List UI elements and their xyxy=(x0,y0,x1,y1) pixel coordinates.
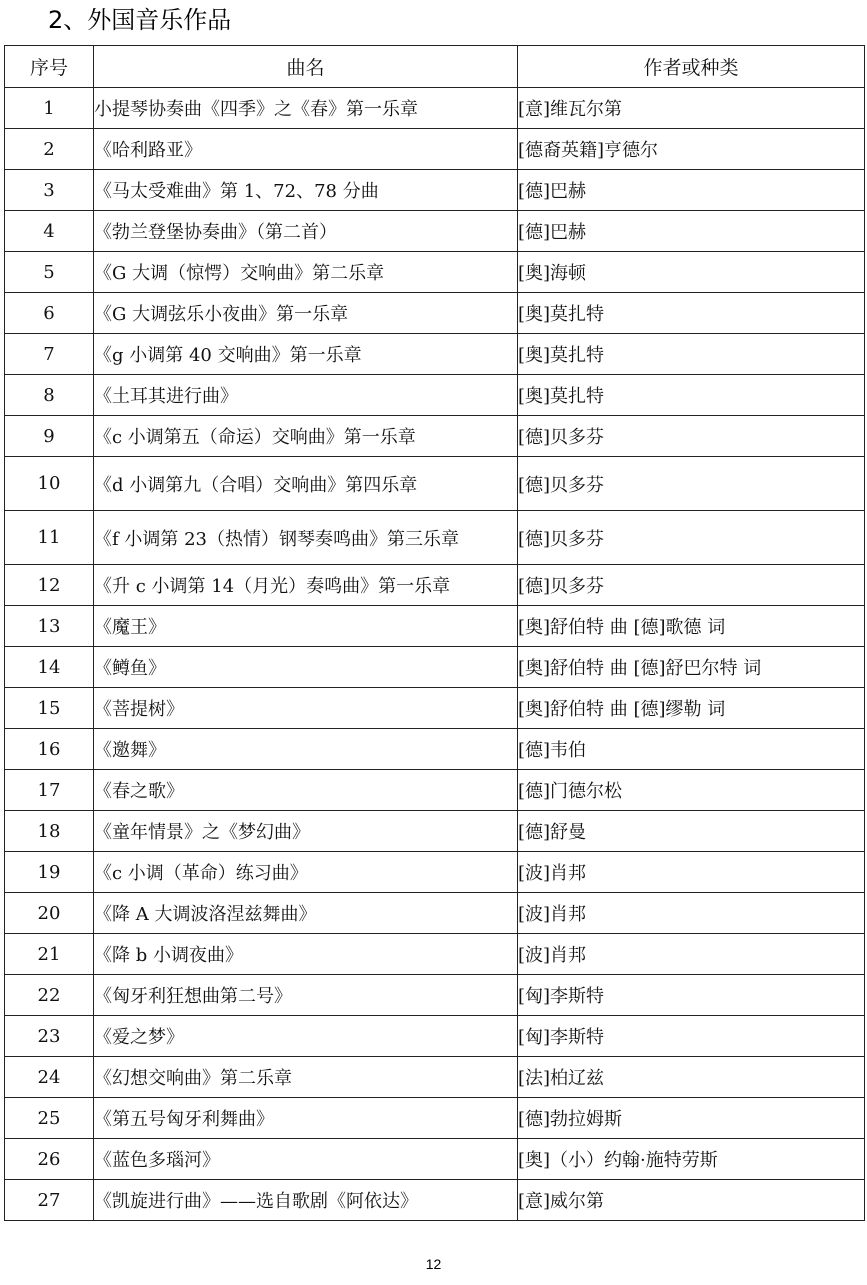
table-header-row xyxy=(5,46,865,88)
table-row xyxy=(5,1057,865,1098)
header-number: 序号 xyxy=(5,46,94,88)
row-author: [波]肖邦 xyxy=(518,934,865,975)
row-number: 27 xyxy=(5,1180,94,1221)
row-number: 17 xyxy=(5,770,94,811)
table-row xyxy=(5,170,865,211)
header-author: 作者或种类 xyxy=(518,46,865,88)
table-row xyxy=(5,934,865,975)
music-works-table xyxy=(4,45,865,1221)
row-author: [波]肖邦 xyxy=(518,893,865,934)
row-number: 12 xyxy=(5,565,94,606)
row-title: 小提琴协奏曲《四季》之《春》第一乐章 xyxy=(94,88,518,129)
row-title: 《马太受难曲》第 1、72、78 分曲 xyxy=(94,170,518,211)
row-author: [德裔英籍]亨德尔 xyxy=(518,129,865,170)
row-author: [匈]李斯特 xyxy=(518,975,865,1016)
row-number: 5 xyxy=(5,252,94,293)
row-number: 15 xyxy=(5,688,94,729)
header-title: 曲名 xyxy=(94,46,518,88)
row-title: 《降 A 大调波洛涅兹舞曲》 xyxy=(94,893,518,934)
table-row xyxy=(5,416,865,457)
row-title: 《c 小调（革命）练习曲》 xyxy=(94,852,518,893)
row-number: 6 xyxy=(5,293,94,334)
table-row xyxy=(5,211,865,252)
table-row xyxy=(5,293,865,334)
table-row xyxy=(5,729,865,770)
row-title: 《鳟鱼》 xyxy=(94,647,518,688)
row-title: 《G 大调弦乐小夜曲》第一乐章 xyxy=(94,293,518,334)
row-number: 13 xyxy=(5,606,94,647)
row-author: [德]巴赫 xyxy=(518,170,865,211)
table-row xyxy=(5,565,865,606)
row-title: 《第五号匈牙利舞曲》 xyxy=(94,1098,518,1139)
row-author: [奥]舒伯特 曲 [德]舒巴尔特 词 xyxy=(518,647,865,688)
table-row xyxy=(5,852,865,893)
row-number: 8 xyxy=(5,375,94,416)
row-number: 22 xyxy=(5,975,94,1016)
row-title: 《匈牙利狂想曲第二号》 xyxy=(94,975,518,1016)
row-author: [奥]莫扎特 xyxy=(518,334,865,375)
table-row xyxy=(5,647,865,688)
row-author: [法]柏辽兹 xyxy=(518,1057,865,1098)
table-row xyxy=(5,334,865,375)
table-row xyxy=(5,375,865,416)
row-title: 《土耳其进行曲》 xyxy=(94,375,518,416)
row-number: 24 xyxy=(5,1057,94,1098)
table-row xyxy=(5,606,865,647)
row-author: [奥]舒伯特 曲 [德]歌德 词 xyxy=(518,606,865,647)
table-row xyxy=(5,688,865,729)
row-author: [德]门德尔松 xyxy=(518,770,865,811)
row-author: [德]韦伯 xyxy=(518,729,865,770)
row-title: 《春之歌》 xyxy=(94,770,518,811)
table-row xyxy=(5,88,865,129)
table-row xyxy=(5,1016,865,1057)
row-author: [德]贝多芬 xyxy=(518,511,865,565)
table-row xyxy=(5,1139,865,1180)
row-title: 《f 小调第 23（热情）钢琴奏鸣曲》第三乐章 xyxy=(94,511,518,565)
row-title: 《幻想交响曲》第二乐章 xyxy=(94,1057,518,1098)
table-row xyxy=(5,1180,865,1221)
table-row xyxy=(5,129,865,170)
row-number: 18 xyxy=(5,811,94,852)
table-body xyxy=(5,88,865,1221)
row-author: [奥]舒伯特 曲 [德]缪勒 词 xyxy=(518,688,865,729)
row-number: 3 xyxy=(5,170,94,211)
row-author: [意]维瓦尔第 xyxy=(518,88,865,129)
row-title: 《d 小调第九（合唱）交响曲》第四乐章 xyxy=(94,457,518,511)
row-number: 20 xyxy=(5,893,94,934)
row-number: 26 xyxy=(5,1139,94,1180)
row-number: 14 xyxy=(5,647,94,688)
row-author: [奥]莫扎特 xyxy=(518,293,865,334)
row-number: 16 xyxy=(5,729,94,770)
row-title: 《G 大调（惊愕）交响曲》第二乐章 xyxy=(94,252,518,293)
table-row xyxy=(5,893,865,934)
row-title: 《童年情景》之《梦幻曲》 xyxy=(94,811,518,852)
row-number: 2 xyxy=(5,129,94,170)
row-number: 23 xyxy=(5,1016,94,1057)
row-author: [德]勃拉姆斯 xyxy=(518,1098,865,1139)
page-number: 12 xyxy=(425,1256,442,1272)
table-row xyxy=(5,975,865,1016)
row-number: 4 xyxy=(5,211,94,252)
row-author: [奥]（小）约翰·施特劳斯 xyxy=(518,1139,865,1180)
row-author: [波]肖邦 xyxy=(518,852,865,893)
row-author: [意]威尔第 xyxy=(518,1180,865,1221)
table-row xyxy=(5,770,865,811)
row-author: [德]贝多芬 xyxy=(518,565,865,606)
row-number: 1 xyxy=(5,88,94,129)
row-author: [德]舒曼 xyxy=(518,811,865,852)
row-author: [德]贝多芬 xyxy=(518,416,865,457)
row-number: 9 xyxy=(5,416,94,457)
table-row xyxy=(5,511,865,565)
row-title: 《菩提树》 xyxy=(94,688,518,729)
row-title: 《哈利路亚》 xyxy=(94,129,518,170)
table-row xyxy=(5,811,865,852)
row-author: [奥]海顿 xyxy=(518,252,865,293)
row-author: [德]巴赫 xyxy=(518,211,865,252)
row-title: 《蓝色多瑙河》 xyxy=(94,1139,518,1180)
row-title: 《勃兰登堡协奏曲》（第二首） xyxy=(94,211,518,252)
row-number: 11 xyxy=(5,511,94,565)
table-row xyxy=(5,252,865,293)
row-title: 《c 小调第五（命运）交响曲》第一乐章 xyxy=(94,416,518,457)
row-title: 《升 c 小调第 14（月光）奏鸣曲》第一乐章 xyxy=(94,565,518,606)
row-title: 《g 小调第 40 交响曲》第一乐章 xyxy=(94,334,518,375)
row-author: [奥]莫扎特 xyxy=(518,375,865,416)
row-number: 19 xyxy=(5,852,94,893)
row-author: [匈]李斯特 xyxy=(518,1016,865,1057)
row-number: 7 xyxy=(5,334,94,375)
row-number: 21 xyxy=(5,934,94,975)
row-title: 《邀舞》 xyxy=(94,729,518,770)
row-title: 《魔王》 xyxy=(94,606,518,647)
row-author: [德]贝多芬 xyxy=(518,457,865,511)
row-number: 25 xyxy=(5,1098,94,1139)
row-title: 《凯旋进行曲》——选自歌剧《阿依达》 xyxy=(94,1180,518,1221)
table-row xyxy=(5,1098,865,1139)
row-number: 10 xyxy=(5,457,94,511)
table-row xyxy=(5,457,865,511)
row-title: 《降 b 小调夜曲》 xyxy=(94,934,518,975)
section-heading: 2、外国音乐作品 xyxy=(48,6,232,34)
row-title: 《爱之梦》 xyxy=(94,1016,518,1057)
